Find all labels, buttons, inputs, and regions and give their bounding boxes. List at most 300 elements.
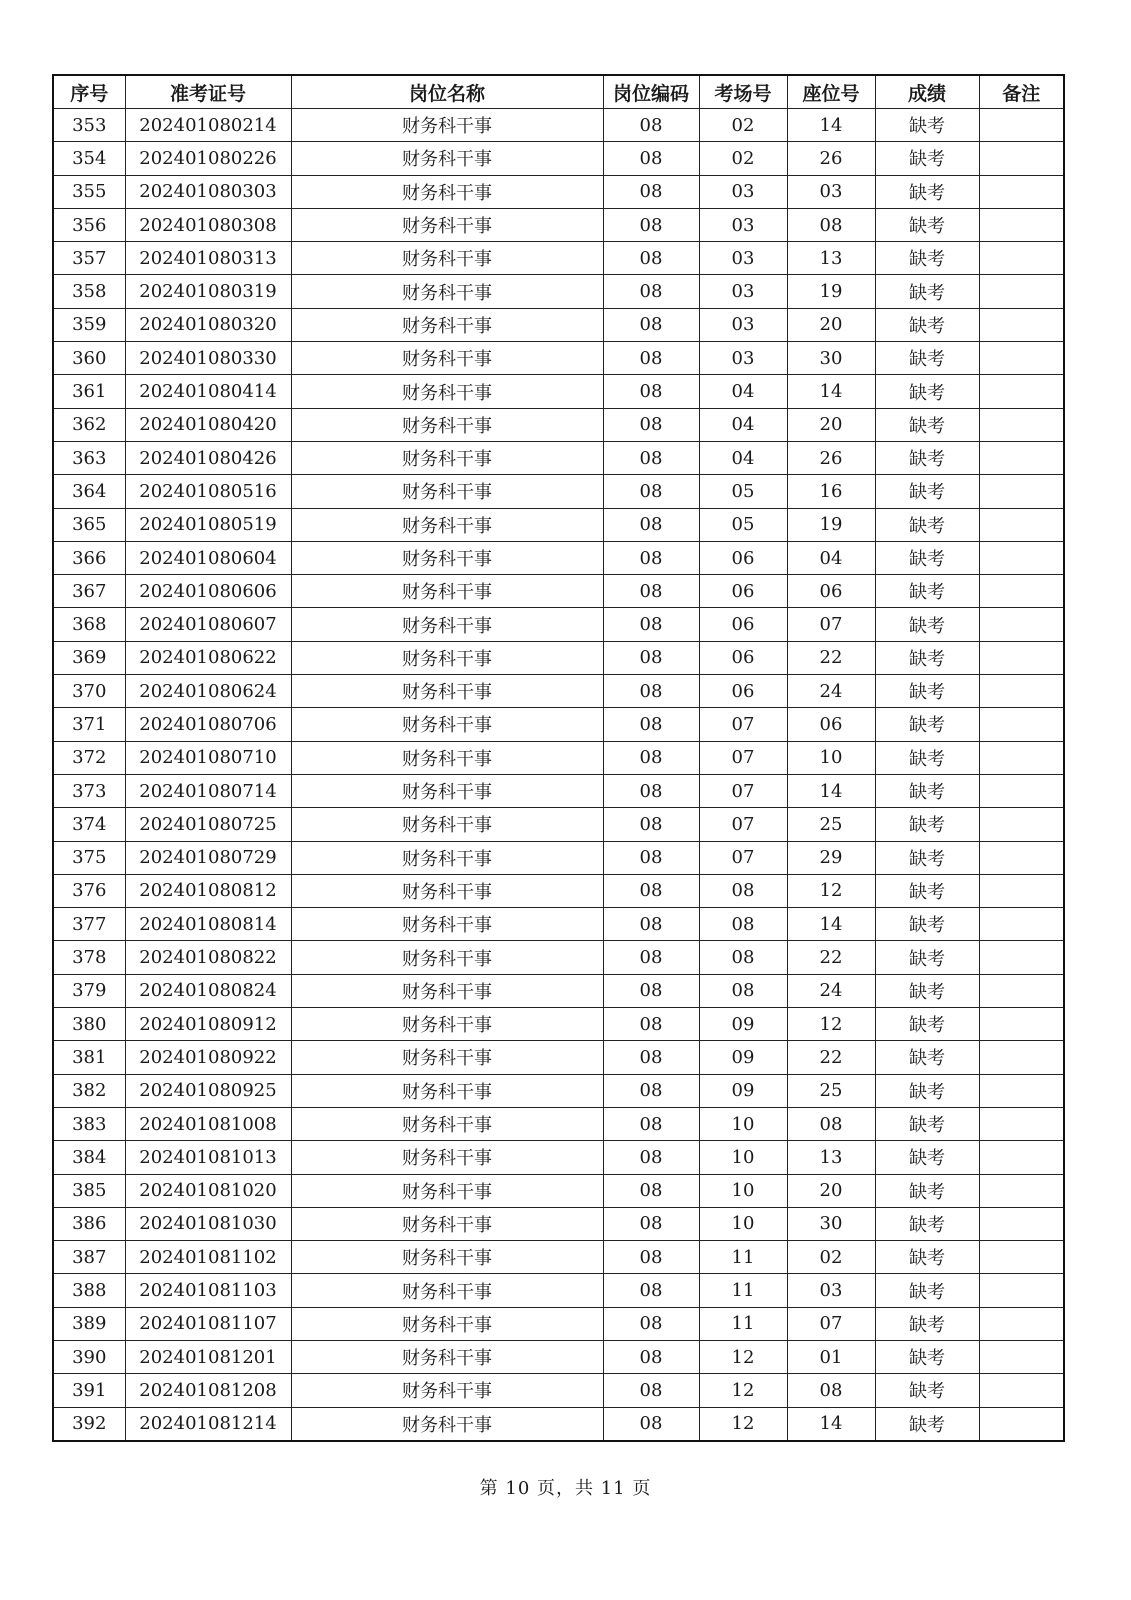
cell-position-code: 08 <box>603 375 699 408</box>
table-row <box>53 808 1064 841</box>
cell-position-name: 财务科干事 <box>291 675 603 708</box>
cell-position-code: 08 <box>603 641 699 674</box>
cell-ticket-number: 202401080822 <box>125 941 291 974</box>
cell-seq: 373 <box>53 774 125 807</box>
table-row <box>53 541 1064 574</box>
table-row <box>53 342 1064 375</box>
cell-remarks <box>979 1340 1064 1373</box>
cell-position-code: 08 <box>603 441 699 474</box>
cell-remarks <box>979 1107 1064 1140</box>
cell-seq: 370 <box>53 675 125 708</box>
table-row <box>53 1207 1064 1240</box>
cell-ticket-number: 202401080414 <box>125 375 291 408</box>
cell-position-name: 财务科干事 <box>291 1274 603 1307</box>
table-row <box>53 441 1064 474</box>
cell-score: 缺考 <box>875 208 979 241</box>
cell-score: 缺考 <box>875 1008 979 1041</box>
table-row <box>53 608 1064 641</box>
cell-remarks <box>979 408 1064 441</box>
cell-seat-number: 06 <box>787 575 875 608</box>
cell-exam-room: 09 <box>699 1041 787 1074</box>
table-row <box>53 708 1064 741</box>
cell-position-code: 08 <box>603 675 699 708</box>
cell-exam-room: 05 <box>699 475 787 508</box>
cell-ticket-number: 202401080319 <box>125 275 291 308</box>
cell-position-code: 08 <box>603 275 699 308</box>
cell-position-name: 财务科干事 <box>291 475 603 508</box>
header-seat-number: 座位号 <box>787 75 875 109</box>
cell-seat-number: 08 <box>787 208 875 241</box>
cell-position-name: 财务科干事 <box>291 575 603 608</box>
cell-remarks <box>979 908 1064 941</box>
cell-seq: 374 <box>53 808 125 841</box>
cell-position-code: 08 <box>603 1174 699 1207</box>
table-row <box>53 1407 1064 1441</box>
cell-position-code: 08 <box>603 1307 699 1340</box>
cell-remarks <box>979 1041 1064 1074</box>
cell-ticket-number: 202401081214 <box>125 1407 291 1441</box>
cell-seq: 391 <box>53 1374 125 1407</box>
cell-exam-room: 08 <box>699 908 787 941</box>
cell-exam-room: 07 <box>699 841 787 874</box>
cell-seat-number: 08 <box>787 1374 875 1407</box>
header-score: 成绩 <box>875 75 979 109</box>
cell-exam-room: 10 <box>699 1141 787 1174</box>
cell-seat-number: 02 <box>787 1241 875 1274</box>
cell-seq: 390 <box>53 1340 125 1373</box>
table-row <box>53 1041 1064 1074</box>
cell-score: 缺考 <box>875 1041 979 1074</box>
cell-remarks <box>979 275 1064 308</box>
cell-position-code: 08 <box>603 1107 699 1140</box>
table-row <box>53 408 1064 441</box>
cell-score: 缺考 <box>875 1107 979 1140</box>
cell-remarks <box>979 808 1064 841</box>
table-row <box>53 675 1064 708</box>
cell-seq: 355 <box>53 175 125 208</box>
cell-seq: 356 <box>53 208 125 241</box>
cell-exam-room: 06 <box>699 608 787 641</box>
table-row <box>53 242 1064 275</box>
cell-position-name: 财务科干事 <box>291 1241 603 1274</box>
table-row <box>53 575 1064 608</box>
cell-ticket-number: 202401081020 <box>125 1174 291 1207</box>
cell-position-code: 08 <box>603 874 699 907</box>
cell-seat-number: 30 <box>787 342 875 375</box>
cell-position-code: 08 <box>603 974 699 1007</box>
cell-remarks <box>979 1074 1064 1107</box>
cell-position-name: 财务科干事 <box>291 1340 603 1373</box>
cell-exam-room: 09 <box>699 1008 787 1041</box>
header-position-name: 岗位名称 <box>291 75 603 109</box>
cell-ticket-number: 202401080814 <box>125 908 291 941</box>
cell-ticket-number: 202401080725 <box>125 808 291 841</box>
cell-position-code: 08 <box>603 1207 699 1240</box>
cell-position-name: 财务科干事 <box>291 708 603 741</box>
cell-ticket-number: 202401081208 <box>125 1374 291 1407</box>
cell-seat-number: 26 <box>787 142 875 175</box>
cell-score: 缺考 <box>875 175 979 208</box>
cell-seq: 359 <box>53 308 125 341</box>
cell-position-name: 财务科干事 <box>291 1374 603 1407</box>
cell-ticket-number: 202401081201 <box>125 1340 291 1373</box>
table-row <box>53 1074 1064 1107</box>
table-row <box>53 142 1064 175</box>
header-ticket-number: 准考证号 <box>125 75 291 109</box>
cell-exam-room: 08 <box>699 974 787 1007</box>
cell-position-name: 财务科干事 <box>291 841 603 874</box>
cell-exam-room: 03 <box>699 342 787 375</box>
cell-remarks <box>979 508 1064 541</box>
cell-score: 缺考 <box>875 841 979 874</box>
cell-seq: 380 <box>53 1008 125 1041</box>
cell-position-code: 08 <box>603 808 699 841</box>
cell-score: 缺考 <box>875 1340 979 1373</box>
cell-ticket-number: 202401080604 <box>125 541 291 574</box>
table-row <box>53 1340 1064 1373</box>
cell-position-code: 08 <box>603 741 699 774</box>
cell-seat-number: 20 <box>787 1174 875 1207</box>
cell-seat-number: 24 <box>787 974 875 1007</box>
cell-seat-number: 03 <box>787 175 875 208</box>
cell-ticket-number: 202401080214 <box>125 109 291 142</box>
cell-ticket-number: 202401080226 <box>125 142 291 175</box>
cell-score: 缺考 <box>875 608 979 641</box>
cell-seat-number: 24 <box>787 675 875 708</box>
cell-position-code: 08 <box>603 175 699 208</box>
table-row <box>53 308 1064 341</box>
table-row <box>53 375 1064 408</box>
cell-remarks <box>979 242 1064 275</box>
cell-position-code: 08 <box>603 541 699 574</box>
cell-remarks <box>979 475 1064 508</box>
cell-ticket-number: 202401080426 <box>125 441 291 474</box>
cell-score: 缺考 <box>875 974 979 1007</box>
cell-position-code: 08 <box>603 1374 699 1407</box>
cell-remarks <box>979 774 1064 807</box>
cell-seat-number: 01 <box>787 1340 875 1373</box>
cell-position-name: 财务科干事 <box>291 1407 603 1441</box>
cell-position-name: 财务科干事 <box>291 441 603 474</box>
cell-position-code: 08 <box>603 242 699 275</box>
cell-position-code: 08 <box>603 1407 699 1441</box>
cell-score: 缺考 <box>875 1274 979 1307</box>
cell-score: 缺考 <box>875 708 979 741</box>
cell-score: 缺考 <box>875 908 979 941</box>
cell-position-code: 08 <box>603 1074 699 1107</box>
cell-score: 缺考 <box>875 1074 979 1107</box>
cell-score: 缺考 <box>875 1407 979 1441</box>
cell-ticket-number: 202401080303 <box>125 175 291 208</box>
cell-ticket-number: 202401080519 <box>125 508 291 541</box>
cell-seq: 387 <box>53 1241 125 1274</box>
cell-position-code: 08 <box>603 774 699 807</box>
cell-remarks <box>979 1241 1064 1274</box>
cell-seq: 379 <box>53 974 125 1007</box>
cell-seat-number: 16 <box>787 475 875 508</box>
cell-score: 缺考 <box>875 741 979 774</box>
cell-seq: 365 <box>53 508 125 541</box>
cell-ticket-number: 202401080925 <box>125 1074 291 1107</box>
cell-exam-room: 11 <box>699 1241 787 1274</box>
cell-exam-room: 06 <box>699 541 787 574</box>
cell-position-code: 08 <box>603 308 699 341</box>
cell-seat-number: 03 <box>787 1274 875 1307</box>
table-row <box>53 941 1064 974</box>
table-row <box>53 275 1064 308</box>
cell-seat-number: 25 <box>787 808 875 841</box>
cell-position-name: 财务科干事 <box>291 741 603 774</box>
cell-exam-room: 12 <box>699 1374 787 1407</box>
page-number: 第 10 页，共 11 页 <box>479 1478 652 1499</box>
cell-seq: 383 <box>53 1107 125 1140</box>
cell-seat-number: 29 <box>787 841 875 874</box>
cell-seat-number: 14 <box>787 908 875 941</box>
cell-seat-number: 22 <box>787 941 875 974</box>
cell-ticket-number: 202401080320 <box>125 308 291 341</box>
table-body <box>53 109 1064 1441</box>
cell-ticket-number: 202401080622 <box>125 641 291 674</box>
cell-exam-room: 06 <box>699 641 787 674</box>
cell-seq: 372 <box>53 741 125 774</box>
cell-position-code: 08 <box>603 908 699 941</box>
cell-seq: 378 <box>53 941 125 974</box>
header-remarks: 备注 <box>979 75 1064 109</box>
cell-position-name: 财务科干事 <box>291 508 603 541</box>
cell-position-name: 财务科干事 <box>291 308 603 341</box>
cell-seat-number: 12 <box>787 874 875 907</box>
cell-remarks <box>979 741 1064 774</box>
exam-results-table <box>52 74 1065 1442</box>
cell-remarks <box>979 941 1064 974</box>
cell-position-code: 08 <box>603 708 699 741</box>
cell-exam-room: 07 <box>699 774 787 807</box>
cell-ticket-number: 202401080330 <box>125 342 291 375</box>
cell-exam-room: 07 <box>699 708 787 741</box>
cell-remarks <box>979 1407 1064 1441</box>
cell-score: 缺考 <box>875 1307 979 1340</box>
cell-ticket-number: 202401080606 <box>125 575 291 608</box>
cell-seat-number: 07 <box>787 1307 875 1340</box>
table-row <box>53 508 1064 541</box>
cell-remarks <box>979 575 1064 608</box>
cell-exam-room: 12 <box>699 1407 787 1441</box>
cell-seq: 388 <box>53 1274 125 1307</box>
cell-score: 缺考 <box>875 375 979 408</box>
cell-seat-number: 06 <box>787 708 875 741</box>
cell-position-name: 财务科干事 <box>291 1008 603 1041</box>
header-seq: 序号 <box>53 75 125 109</box>
cell-position-name: 财务科干事 <box>291 208 603 241</box>
cell-exam-room: 02 <box>699 109 787 142</box>
cell-score: 缺考 <box>875 242 979 275</box>
cell-remarks <box>979 441 1064 474</box>
cell-position-name: 财务科干事 <box>291 342 603 375</box>
cell-seat-number: 19 <box>787 275 875 308</box>
cell-ticket-number: 202401080729 <box>125 841 291 874</box>
cell-score: 缺考 <box>875 1241 979 1274</box>
table-row <box>53 1374 1064 1407</box>
table-row <box>53 774 1064 807</box>
cell-ticket-number: 202401080922 <box>125 1041 291 1074</box>
cell-score: 缺考 <box>875 275 979 308</box>
table-row <box>53 908 1064 941</box>
cell-position-code: 08 <box>603 1141 699 1174</box>
cell-remarks <box>979 342 1064 375</box>
cell-position-name: 财务科干事 <box>291 541 603 574</box>
cell-position-name: 财务科干事 <box>291 1041 603 1074</box>
cell-position-name: 财务科干事 <box>291 1207 603 1240</box>
cell-position-code: 08 <box>603 841 699 874</box>
table-header-row <box>53 75 1064 109</box>
cell-exam-room: 04 <box>699 441 787 474</box>
cell-position-name: 财务科干事 <box>291 808 603 841</box>
cell-seat-number: 14 <box>787 774 875 807</box>
cell-seat-number: 13 <box>787 1141 875 1174</box>
cell-ticket-number: 202401080710 <box>125 741 291 774</box>
cell-remarks <box>979 1374 1064 1407</box>
header-exam-room: 考场号 <box>699 75 787 109</box>
cell-remarks <box>979 841 1064 874</box>
cell-remarks <box>979 109 1064 142</box>
cell-position-name: 财务科干事 <box>291 142 603 175</box>
cell-ticket-number: 202401080516 <box>125 475 291 508</box>
cell-ticket-number: 202401081102 <box>125 1241 291 1274</box>
cell-seq: 354 <box>53 142 125 175</box>
cell-exam-room: 08 <box>699 874 787 907</box>
cell-ticket-number: 202401080706 <box>125 708 291 741</box>
cell-score: 缺考 <box>875 508 979 541</box>
cell-position-code: 08 <box>603 1274 699 1307</box>
cell-position-name: 财务科干事 <box>291 1141 603 1174</box>
cell-ticket-number: 202401080624 <box>125 675 291 708</box>
cell-position-code: 08 <box>603 1340 699 1373</box>
table-row <box>53 874 1064 907</box>
cell-position-name: 财务科干事 <box>291 908 603 941</box>
header-position-code: 岗位编码 <box>603 75 699 109</box>
cell-ticket-number: 202401081030 <box>125 1207 291 1240</box>
cell-remarks <box>979 208 1064 241</box>
table-row <box>53 208 1064 241</box>
cell-position-name: 财务科干事 <box>291 109 603 142</box>
cell-remarks <box>979 675 1064 708</box>
cell-score: 缺考 <box>875 1141 979 1174</box>
cell-position-code: 08 <box>603 575 699 608</box>
cell-remarks <box>979 708 1064 741</box>
cell-exam-room: 10 <box>699 1207 787 1240</box>
cell-ticket-number: 202401080912 <box>125 1008 291 1041</box>
cell-seq: 353 <box>53 109 125 142</box>
cell-seq: 357 <box>53 242 125 275</box>
cell-seq: 386 <box>53 1207 125 1240</box>
cell-seat-number: 30 <box>787 1207 875 1240</box>
cell-position-name: 财务科干事 <box>291 641 603 674</box>
cell-ticket-number: 202401080824 <box>125 974 291 1007</box>
cell-remarks <box>979 874 1064 907</box>
table-row <box>53 641 1064 674</box>
cell-position-name: 财务科干事 <box>291 1307 603 1340</box>
cell-exam-room: 03 <box>699 175 787 208</box>
cell-seq: 368 <box>53 608 125 641</box>
cell-position-name: 财务科干事 <box>291 608 603 641</box>
cell-remarks <box>979 308 1064 341</box>
cell-score: 缺考 <box>875 1374 979 1407</box>
cell-position-code: 08 <box>603 1241 699 1274</box>
cell-remarks <box>979 175 1064 208</box>
cell-score: 缺考 <box>875 441 979 474</box>
cell-exam-room: 11 <box>699 1307 787 1340</box>
cell-seq: 366 <box>53 541 125 574</box>
table-row <box>53 475 1064 508</box>
table-row <box>53 1141 1064 1174</box>
cell-seat-number: 22 <box>787 1041 875 1074</box>
cell-exam-room: 10 <box>699 1107 787 1140</box>
cell-exam-room: 09 <box>699 1074 787 1107</box>
table-row <box>53 109 1064 142</box>
cell-score: 缺考 <box>875 142 979 175</box>
cell-remarks <box>979 1274 1064 1307</box>
cell-seat-number: 14 <box>787 375 875 408</box>
cell-remarks <box>979 1207 1064 1240</box>
cell-position-code: 08 <box>603 475 699 508</box>
cell-ticket-number: 202401080714 <box>125 774 291 807</box>
cell-position-name: 财务科干事 <box>291 774 603 807</box>
cell-remarks <box>979 142 1064 175</box>
cell-score: 缺考 <box>875 342 979 375</box>
cell-position-name: 财务科干事 <box>291 242 603 275</box>
cell-ticket-number: 202401081103 <box>125 1274 291 1307</box>
cell-remarks <box>979 1174 1064 1207</box>
cell-score: 缺考 <box>875 941 979 974</box>
cell-seq: 381 <box>53 1041 125 1074</box>
cell-seq: 360 <box>53 342 125 375</box>
cell-ticket-number: 202401080812 <box>125 874 291 907</box>
cell-position-code: 08 <box>603 941 699 974</box>
cell-seq: 362 <box>53 408 125 441</box>
cell-seq: 392 <box>53 1407 125 1441</box>
cell-score: 缺考 <box>875 774 979 807</box>
cell-exam-room: 02 <box>699 142 787 175</box>
cell-position-name: 财务科干事 <box>291 874 603 907</box>
cell-remarks <box>979 541 1064 574</box>
cell-seat-number: 12 <box>787 1008 875 1041</box>
cell-exam-room: 05 <box>699 508 787 541</box>
cell-exam-room: 04 <box>699 375 787 408</box>
cell-remarks <box>979 1008 1064 1041</box>
cell-score: 缺考 <box>875 541 979 574</box>
table-row <box>53 1241 1064 1274</box>
cell-position-code: 08 <box>603 342 699 375</box>
cell-ticket-number: 202401081013 <box>125 1141 291 1174</box>
cell-seat-number: 07 <box>787 608 875 641</box>
cell-seat-number: 14 <box>787 1407 875 1441</box>
cell-score: 缺考 <box>875 575 979 608</box>
cell-seq: 367 <box>53 575 125 608</box>
cell-exam-room: 03 <box>699 275 787 308</box>
cell-seq: 364 <box>53 475 125 508</box>
cell-seat-number: 10 <box>787 741 875 774</box>
cell-exam-room: 07 <box>699 808 787 841</box>
table-row <box>53 974 1064 1007</box>
cell-remarks <box>979 1307 1064 1340</box>
cell-seat-number: 20 <box>787 308 875 341</box>
cell-score: 缺考 <box>875 408 979 441</box>
table-row <box>53 1107 1064 1140</box>
cell-seq: 382 <box>53 1074 125 1107</box>
cell-position-code: 08 <box>603 1041 699 1074</box>
cell-position-code: 08 <box>603 608 699 641</box>
cell-seat-number: 19 <box>787 508 875 541</box>
